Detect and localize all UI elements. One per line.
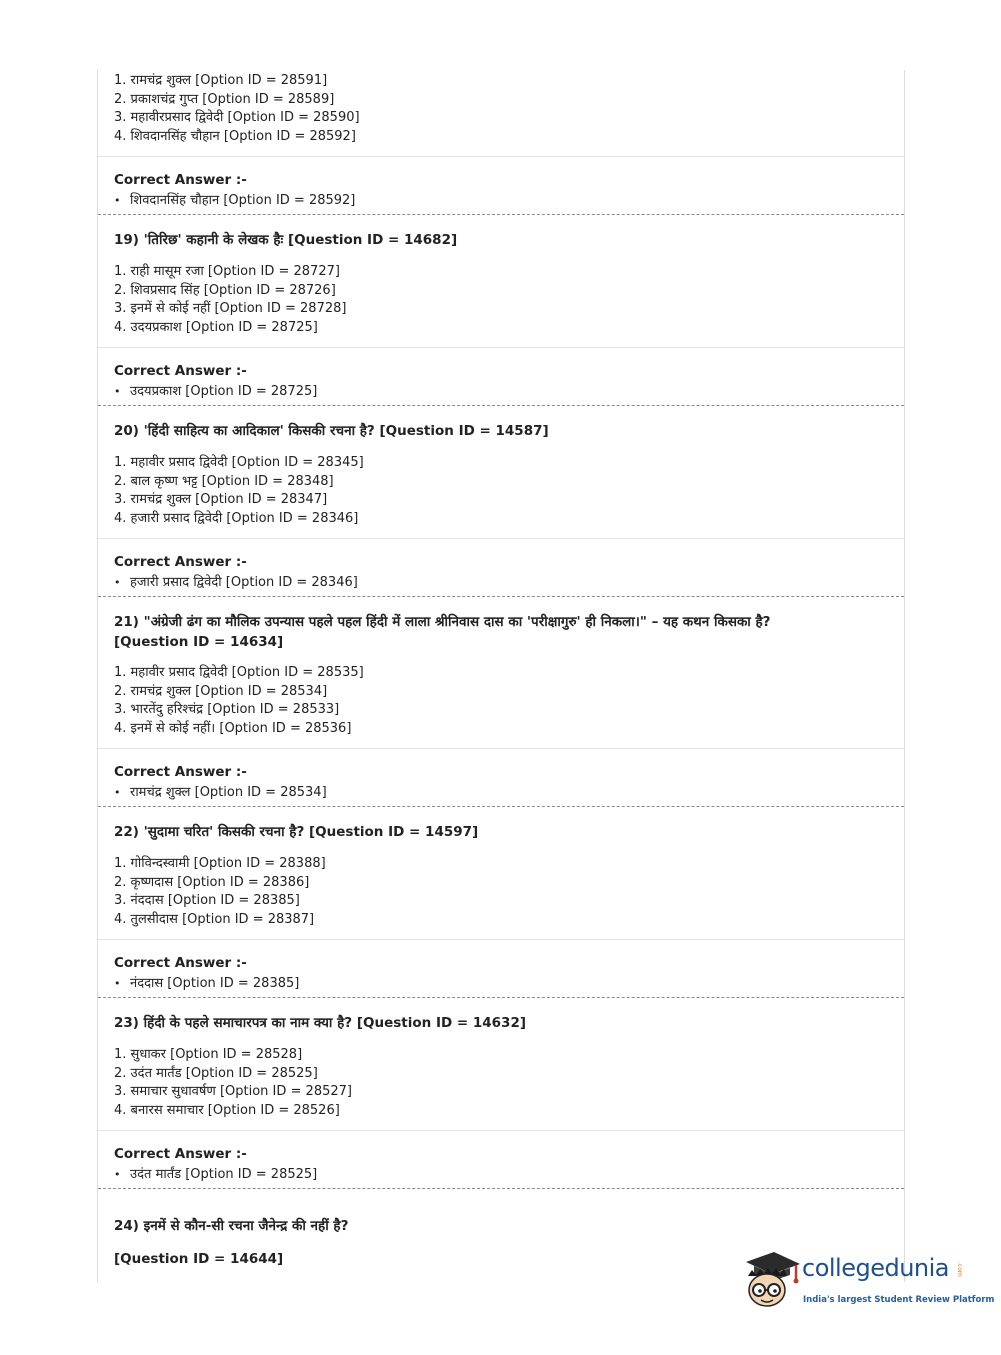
document-page bbox=[97, 70, 905, 1282]
correct-answer-label: Correct Answer :- bbox=[114, 363, 247, 379]
question-separator bbox=[98, 1188, 904, 1189]
question-23-options bbox=[98, 1046, 904, 1120]
correct-answer-label: Correct Answer :- bbox=[114, 1146, 247, 1162]
option-4: 4. उदयप्रकाश [Option ID = 28725] bbox=[114, 319, 318, 335]
question-23-text: 23) हिंदी के पहले समाचारपत्र का नाम क्या है? [Question ID = 14632] bbox=[114, 1015, 527, 1031]
correct-answer-box bbox=[98, 538, 904, 596]
question-22-text: 22) 'सुदामा चरित' किसकी रचना है? [Question ID = 14597] bbox=[114, 824, 479, 840]
correct-answer-box bbox=[98, 156, 904, 214]
question-separator bbox=[98, 405, 904, 406]
logo-wordmark: collegedunia bbox=[802, 1254, 950, 1282]
correct-answer-box bbox=[98, 939, 904, 997]
option-2: 2. उदंत मार्तंड [Option ID = 28525] bbox=[114, 1065, 318, 1081]
correct-answer-label: Correct Answer :- bbox=[114, 172, 247, 188]
bullet-icon: • bbox=[114, 1168, 121, 1181]
question-21-options bbox=[98, 664, 904, 738]
bullet-icon: • bbox=[114, 194, 121, 207]
question-separator bbox=[98, 596, 904, 597]
correct-answer-label: Correct Answer :- bbox=[114, 955, 247, 971]
option-4: 4. हजारी प्रसाद द्विवेदी [Option ID = 28346] bbox=[114, 510, 359, 526]
option-1: 1. महावीर प्रसाद द्विवेदी [Option ID = 28535] bbox=[114, 665, 364, 680]
bullet-icon: • bbox=[114, 977, 121, 990]
collegedunia-logo bbox=[740, 1248, 995, 1312]
option-1: 1. सुधाकर [Option ID = 28528] bbox=[114, 1047, 303, 1062]
correct-answer-box bbox=[98, 347, 904, 405]
option-4: 4. बनारस समाचार [Option ID = 28526] bbox=[114, 1102, 340, 1118]
question-22-options bbox=[98, 855, 904, 929]
correct-answer-value: • शिवदानसिंह चौहान [Option ID = 28592] bbox=[114, 193, 356, 208]
option-3: 3. भारतेंदु हरिश्चंद्र [Option ID = 28533] bbox=[114, 702, 340, 717]
correct-answer-value: • रामचंद्र शुक्ल [Option ID = 28534] bbox=[114, 785, 327, 800]
option-2: 2. रामचंद्र शुक्ल [Option ID = 28534] bbox=[114, 683, 328, 699]
option-1: 1. राही मासूम रजा [Option ID = 28727] bbox=[114, 264, 340, 279]
option-3: 3. समाचार सुधावर्षण [Option ID = 28527] bbox=[114, 1084, 352, 1099]
option-4: 4. इनमें से कोई नहीं। [Option ID = 28536] bbox=[114, 720, 352, 736]
question-21-id: [Question ID = 14634] bbox=[114, 634, 284, 650]
correct-answer-value: • नंददास [Option ID = 28385] bbox=[114, 976, 300, 991]
question-21-text bbox=[114, 612, 894, 652]
option-4: 4. तुलसीदास [Option ID = 28387] bbox=[114, 911, 315, 927]
question-separator bbox=[98, 997, 904, 998]
correct-answer-value: • उदयप्रकाश [Option ID = 28725] bbox=[114, 384, 318, 399]
option-2: 2. बाल कृष्ण भट्ट [Option ID = 28348] bbox=[114, 473, 334, 489]
logo-suffix: .com bbox=[956, 1262, 963, 1277]
option-2: 2. प्रकाशचंद्र गुप्त [Option ID = 28589] bbox=[114, 91, 335, 107]
correct-answer-box bbox=[98, 748, 904, 806]
option-3: 3. नंददास [Option ID = 28385] bbox=[114, 893, 300, 908]
option-3: 3. रामचंद्र शुक्ल [Option ID = 28347] bbox=[114, 492, 328, 507]
question-24-id: [Question ID = 14644] bbox=[114, 1251, 284, 1267]
option-3: 3. महावीरप्रसाद द्विवेदी [Option ID = 28590] bbox=[114, 110, 360, 125]
option-1: 1. महावीर प्रसाद द्विवेदी [Option ID = 28345] bbox=[114, 455, 364, 470]
question-21-line1: 21) "अंग्रेजी ढंग का मौलिक उपन्यास पहले पहल हिंदी में लाला श्रीनिवास दास का 'परीक्षागुरु' ही निकला।" – यह कथन किसका है? bbox=[114, 614, 771, 630]
correct-answer-box bbox=[98, 1130, 904, 1188]
option-1: 1. गोविन्दस्वामी [Option ID = 28388] bbox=[114, 856, 326, 871]
correct-answer-label: Correct Answer :- bbox=[114, 554, 247, 570]
option-1: 1. रामचंद्र शुक्ल [Option ID = 28591] bbox=[114, 73, 328, 88]
question-20-options bbox=[98, 454, 904, 528]
question-separator bbox=[98, 214, 904, 215]
correct-answer-value: • हजारी प्रसाद द्विवेदी [Option ID = 28346] bbox=[114, 575, 358, 590]
bullet-icon: • bbox=[114, 576, 121, 589]
question-19-text: 19) 'तिरिछ' कहानी के लेखक हैः [Question ID = 14682] bbox=[114, 232, 458, 248]
correct-answer-label: Correct Answer :- bbox=[114, 764, 247, 780]
mascot-icon bbox=[740, 1248, 802, 1312]
question-20-text: 20) 'हिंदी साहित्य का आदिकाल' किसकी रचना है? [Question ID = 14587] bbox=[114, 423, 549, 439]
bullet-icon: • bbox=[114, 385, 121, 398]
question-18-options bbox=[98, 72, 904, 146]
bullet-icon: • bbox=[114, 786, 121, 799]
option-2: 2. कृष्णदास [Option ID = 28386] bbox=[114, 874, 310, 890]
question-24-text: 24) इनमें से कौन-सी रचना जैनेन्द्र की नहीं है? bbox=[114, 1218, 349, 1234]
option-4: 4. शिवदानसिंह चौहान [Option ID = 28592] bbox=[114, 128, 356, 144]
question-19-options bbox=[98, 263, 904, 337]
option-3: 3. इनमें से कोई नहीं [Option ID = 28728] bbox=[114, 301, 347, 316]
option-2: 2. शिवप्रसाद सिंह [Option ID = 28726] bbox=[114, 282, 336, 298]
correct-answer-value: • उदंत मार्तंड [Option ID = 28525] bbox=[114, 1167, 318, 1182]
logo-tagline: India's largest Student Review Platform bbox=[803, 1295, 995, 1305]
question-separator bbox=[98, 806, 904, 807]
